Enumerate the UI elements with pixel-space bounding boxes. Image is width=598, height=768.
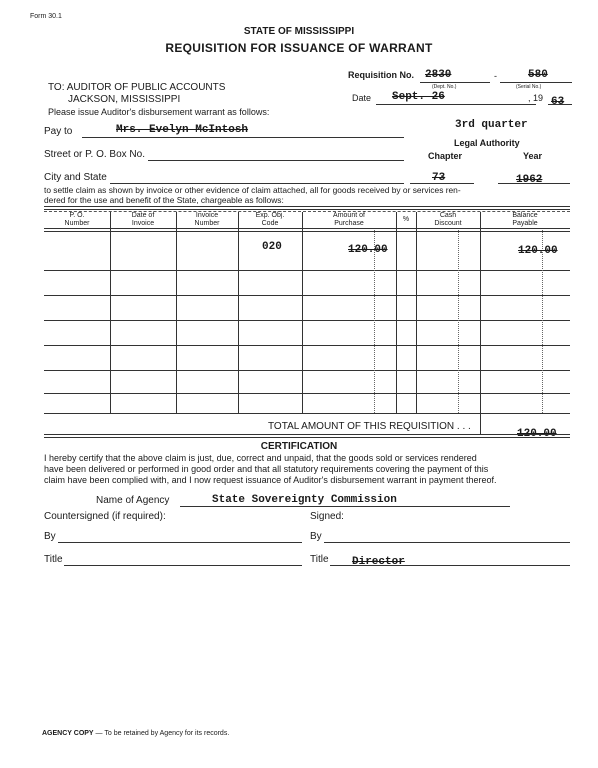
signed-label: Signed: <box>310 511 344 522</box>
instruction-text: Please issue Auditor's disbursement warrant as follows: <box>48 107 270 117</box>
serial-caption: (Serial No.) <box>516 84 542 90</box>
title-value-right: Director <box>352 556 405 568</box>
header-invoice-number: Invoice Number <box>194 212 220 227</box>
row1-amount: 120.00 <box>348 244 388 256</box>
dept-caption: (Dept. No.) <box>432 84 457 90</box>
certification-line3: claim have been complied with, and I now request issuance of Auditor's disbursement warrant in payment thereof. <box>44 475 497 485</box>
street-label: Street or P. O. Box No. <box>44 149 145 160</box>
pay-to-value: Mrs. Evelyn McIntosh <box>116 124 249 136</box>
date-label: Date <box>352 93 372 103</box>
agency-copy-footer <box>42 730 229 737</box>
claim-text-line2: dered for the use and benefit of the State, chargeable as follows: <box>44 195 284 205</box>
dept-number: 2830 <box>425 69 452 81</box>
form-number: Form 30.1 <box>30 13 62 20</box>
row1-exp-code: 020 <box>262 241 282 253</box>
header-cash-discount: Cash Discount <box>434 212 462 227</box>
agency-name-value: State Sovereignty Commission <box>212 494 397 506</box>
by-label-right: By <box>310 531 322 542</box>
certification-line1: I hereby certify that the above claim is just, due, correct and unpaid, that the goods sold or services rendered <box>44 453 477 463</box>
quarter-value: 3rd quarter <box>455 119 528 131</box>
header-amount-of-purchase: Amount of Purchase <box>333 212 365 227</box>
chapter-value: 73 <box>432 172 446 184</box>
header-exp-obj-code: Exp. Obj. Code <box>255 212 285 227</box>
addressee-line2: JACKSON, MISSISSIPPI <box>68 94 181 105</box>
requisition-dash: - <box>494 71 497 81</box>
certification-line2: have been delivered or performed in good order and that all statutory requirements covering the payment of this <box>44 464 489 474</box>
requisition-label: Requisition No. <box>348 70 414 80</box>
certification-title: CERTIFICATION <box>260 441 338 452</box>
year-prefix: , 19 <box>528 93 544 103</box>
claim-text-line1: to settle claim as shown by invoice or other evidence of claim attached, all for goods received by or services ren- <box>44 185 461 195</box>
agency-copy-label: AGENCY COPY <box>42 730 94 737</box>
agency-copy-note: — To be retained by Agency for its records. <box>93 730 230 737</box>
total-value: 120.00 <box>517 428 557 440</box>
date-value: Sept. 26 <box>392 91 445 103</box>
header-po-number: P. O. Number <box>64 212 90 227</box>
row1-balance: 120.00 <box>518 245 558 257</box>
city-label: City and State <box>44 172 107 183</box>
by-label-left: By <box>44 531 56 542</box>
title-label-right: Title <box>310 554 329 565</box>
pay-to-label: Pay to <box>44 126 73 137</box>
form-title: REQUISITION FOR ISSUANCE OF WARRANT <box>165 41 433 55</box>
year-value: 63 <box>551 96 565 108</box>
total-label: TOTAL AMOUNT OF THIS REQUISITION . . . <box>268 421 471 432</box>
year-authority-value: 1962 <box>516 174 543 186</box>
header-percent: % <box>402 216 410 223</box>
serial-number: 580 <box>528 69 548 81</box>
addressee-line1: TO: AUDITOR OF PUBLIC ACCOUNTS <box>48 82 226 93</box>
chapter-label: Chapter <box>428 151 463 161</box>
header-date-of-invoice: Date of Invoice <box>131 212 155 227</box>
legal-authority-label: Legal Authority <box>454 138 520 148</box>
state-heading: STATE OF MISSISSIPPI <box>243 26 355 37</box>
header-balance-payable: Balance Payable <box>512 212 538 227</box>
title-label-left: Title <box>44 554 63 565</box>
year-label: Year <box>523 151 543 161</box>
agency-name-label: Name of Agency <box>96 495 170 506</box>
countersigned-label: Countersigned (if required): <box>44 511 166 522</box>
